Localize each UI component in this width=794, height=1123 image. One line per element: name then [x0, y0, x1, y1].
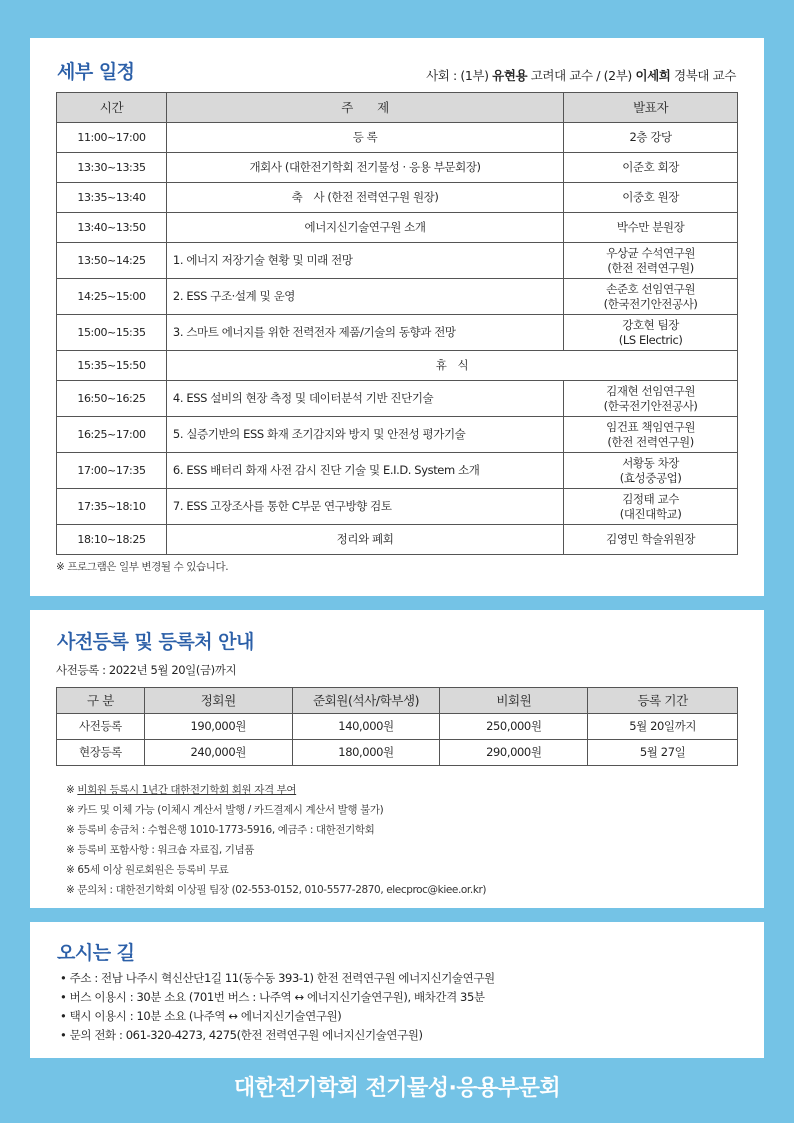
schedule-topic: 6. ESS 배터리 화재 사전 감시 진단 기술 및 E.I.D. System 소개 [166, 453, 563, 489]
header-presenter: 발표자 [564, 93, 738, 123]
presenter-affiliation: (대진대학교) [619, 506, 682, 521]
reg-cell: 250,000원 [440, 714, 588, 740]
schedule-time: 17:35~18:10 [57, 489, 167, 525]
directions-title: 오시는 길 [57, 942, 135, 964]
presenter-name: 강호현 팀장 [622, 318, 680, 333]
schedule-topic: 휴 식 [166, 351, 737, 381]
presenter-name: 손준호 선임연구원 [606, 282, 696, 297]
list-item: ※ 등록비 포함사항 : 워크숍 자료집, 기념품 [66, 844, 255, 856]
schedule-time: 13:35~13:40 [57, 183, 167, 213]
schedule-topic: 3. 스마트 에너지를 위한 전력전자 제품/기술의 동향과 전망 [166, 315, 563, 351]
schedule-time: 11:00~17:00 [57, 123, 167, 153]
presenter-affiliation: (한전 전력연구원) [607, 260, 694, 275]
header-topic: 주 제 [166, 93, 563, 123]
footer-title: 대한전기학회 전기물성·응용부문회 [233, 1076, 561, 1101]
header-time: 시간 [57, 93, 167, 123]
schedule-topic: 1. 에너지 저장기술 현황 및 미래 전망 [166, 243, 563, 279]
presenter-name: 우상균 수석연구원 [606, 246, 696, 261]
schedule-presenter [564, 489, 738, 525]
presenter-affiliation: (LS Electric) [618, 332, 683, 347]
reg-cell: 190,000원 [144, 714, 292, 740]
schedule-presenter [564, 315, 738, 351]
reg-header-category: 구 분 [57, 688, 145, 714]
directions-panel [30, 922, 764, 1058]
registration-title: 사전등록 및 등록처 안내 [57, 631, 254, 653]
table-row [57, 279, 738, 315]
table-row [57, 123, 738, 153]
schedule-topic: 개회사 (대한전기학회 전기물성 · 응용 부문회장) [166, 153, 563, 183]
table-row [57, 740, 738, 766]
schedule-presenter [564, 243, 738, 279]
presenter-name: 임건표 책임연구원 [606, 420, 696, 435]
bullet-icon: • [60, 971, 67, 985]
presenter-affiliation: (한국전기안전공사) [603, 296, 698, 311]
presenter-affiliation: (효성중공업) [619, 470, 682, 485]
reg-header-period: 등록 기간 [588, 688, 738, 714]
host2-affiliation: 경북대 교수 [670, 68, 736, 83]
table-row [57, 315, 738, 351]
table-row [57, 351, 738, 381]
registration-notes [66, 780, 486, 900]
schedule-table [56, 92, 738, 555]
host-prefix: 사회 : (1부) [426, 68, 493, 83]
table-row [57, 417, 738, 453]
schedule-presenter [564, 279, 738, 315]
table-row [57, 714, 738, 740]
schedule-body [57, 123, 738, 555]
schedule-topic: 축 사 (한전 전력연구원 원장) [166, 183, 563, 213]
reg-cell: 290,000원 [440, 740, 588, 766]
table-row [57, 243, 738, 279]
table-row [57, 453, 738, 489]
reg-cell: 180,000원 [292, 740, 440, 766]
presenter-name: 김재현 선임연구원 [606, 384, 696, 399]
schedule-panel [30, 38, 764, 596]
schedule-topic: 5. 실증기반의 ESS 화재 조기감지와 방지 및 안전성 평가기술 [166, 417, 563, 453]
presenter-affiliation: (한국전기안전공사) [603, 398, 698, 413]
list-item: ※ 비회원 등록시 1년간 대한전기학회 회원 자격 부여 [66, 784, 297, 796]
schedule-title: 세부 일정 [57, 61, 135, 83]
schedule-time: 16:25~17:00 [57, 417, 167, 453]
table-row [57, 213, 738, 243]
presenter-name: 박수만 분원장 [616, 220, 685, 235]
registration-date: 사전등록 : 2022년 5월 20일(금)까지 [56, 663, 237, 677]
schedule-note: ※ 프로그램은 일부 변경될 수 있습니다. [56, 561, 229, 573]
schedule-presenter [564, 123, 738, 153]
schedule-topic: 2. ESS 구조·설계 및 운영 [166, 279, 563, 315]
presenter-name: 2층 강당 [629, 130, 672, 145]
schedule-presenter [564, 381, 738, 417]
registration-header-row [57, 688, 738, 714]
presenter-name: 이중호 원장 [622, 190, 680, 205]
reg-cell: 5월 20일까지 [588, 714, 738, 740]
schedule-time: 13:30~13:35 [57, 153, 167, 183]
schedule-presenter [564, 417, 738, 453]
reg-cell: 사전등록 [57, 714, 145, 740]
schedule-topic: 7. ESS 고장조사를 통한 C부문 연구방향 검토 [166, 489, 563, 525]
schedule-time: 15:35~15:50 [57, 351, 167, 381]
reg-header-associate: 준회원(석사/학부생) [292, 688, 440, 714]
schedule-presenter [564, 183, 738, 213]
bullet-icon: • [60, 1009, 67, 1023]
table-row [57, 153, 738, 183]
table-row [57, 525, 738, 555]
presenter-name: 김정태 교수 [622, 492, 680, 507]
schedule-presenter [564, 213, 738, 243]
presenter-name: 이준호 회장 [622, 160, 680, 175]
list-item: ※ 카드 및 이체 가능 (이체시 계산서 발행 / 카드결제시 계산서 발행 불가) [66, 804, 384, 816]
table-row [57, 381, 738, 417]
list-item: • 주소 : 전남 나주시 혁신산단1길 11(동수동 393-1) 한전 전력연구원 에너지신기술연구원 [60, 971, 495, 985]
host2-name: 이세희 [635, 68, 671, 83]
schedule-time: 13:40~13:50 [57, 213, 167, 243]
list-item: ※ 65세 이상 원로회원은 등록비 무료 [66, 864, 229, 876]
reg-cell: 140,000원 [292, 714, 440, 740]
bullet-icon: • [60, 1028, 67, 1042]
reg-header-regular: 정회원 [144, 688, 292, 714]
schedule-topic: 정리와 폐회 [166, 525, 563, 555]
presenter-name: 김영민 학술위원장 [606, 532, 696, 547]
bullet-icon: • [60, 990, 67, 1004]
reg-cell: 5월 27일 [588, 740, 738, 766]
registration-table [56, 687, 738, 766]
presenter-name: 서황동 차장 [622, 456, 680, 471]
schedule-time: 16:50~16:25 [57, 381, 167, 417]
schedule-topic: 4. ESS 설비의 현장 측정 및 데이터분석 기반 진단기술 [166, 381, 563, 417]
list-item: ※ 등록비 송금처 : 수협은행 1010-1773-5916, 예금주 : 대한전기학회 [66, 824, 375, 836]
schedule-time: 17:00~17:35 [57, 453, 167, 489]
host-line [426, 66, 736, 84]
registration-panel [30, 610, 764, 908]
schedule-time: 15:00~15:35 [57, 315, 167, 351]
list-item: ※ 문의처 : 대한전기학회 이상필 팀장 (02-553-0152, 010-5577-2870, elecproc@kiee.or.kr) [66, 884, 487, 896]
reg-cell: 240,000원 [144, 740, 292, 766]
table-row [57, 183, 738, 213]
table-row [57, 489, 738, 525]
schedule-header-row [57, 93, 738, 123]
schedule-topic: 에너지신기술연구원 소개 [166, 213, 563, 243]
directions-list [60, 969, 495, 1045]
list-item: • 버스 이용시 : 30분 소요 (701번 버스 : 나주역 ↔ 에너지신기술연구원), 배차간격 35분 [60, 990, 485, 1004]
schedule-time: 13:50~14:25 [57, 243, 167, 279]
schedule-time: 14:25~15:00 [57, 279, 167, 315]
list-item: • 문의 전화 : 061-320-4273, 4275(한전 전력연구원 에너지신기술연구원) [60, 1028, 423, 1042]
list-item: • 택시 이용시 : 10분 소요 (나주역 ↔ 에너지신기술연구원) [60, 1009, 342, 1023]
schedule-time: 18:10~18:25 [57, 525, 167, 555]
host1-affiliation: 고려대 교수 / (2부) [527, 68, 636, 83]
presenter-affiliation: (한전 전력연구원) [607, 434, 694, 449]
schedule-presenter [564, 525, 738, 555]
reg-cell: 현장등록 [57, 740, 145, 766]
reg-header-nonmember: 비회원 [440, 688, 588, 714]
schedule-presenter [564, 153, 738, 183]
schedule-presenter [564, 453, 738, 489]
schedule-topic: 등 록 [166, 123, 563, 153]
host1-name: 유현용 [492, 68, 528, 83]
